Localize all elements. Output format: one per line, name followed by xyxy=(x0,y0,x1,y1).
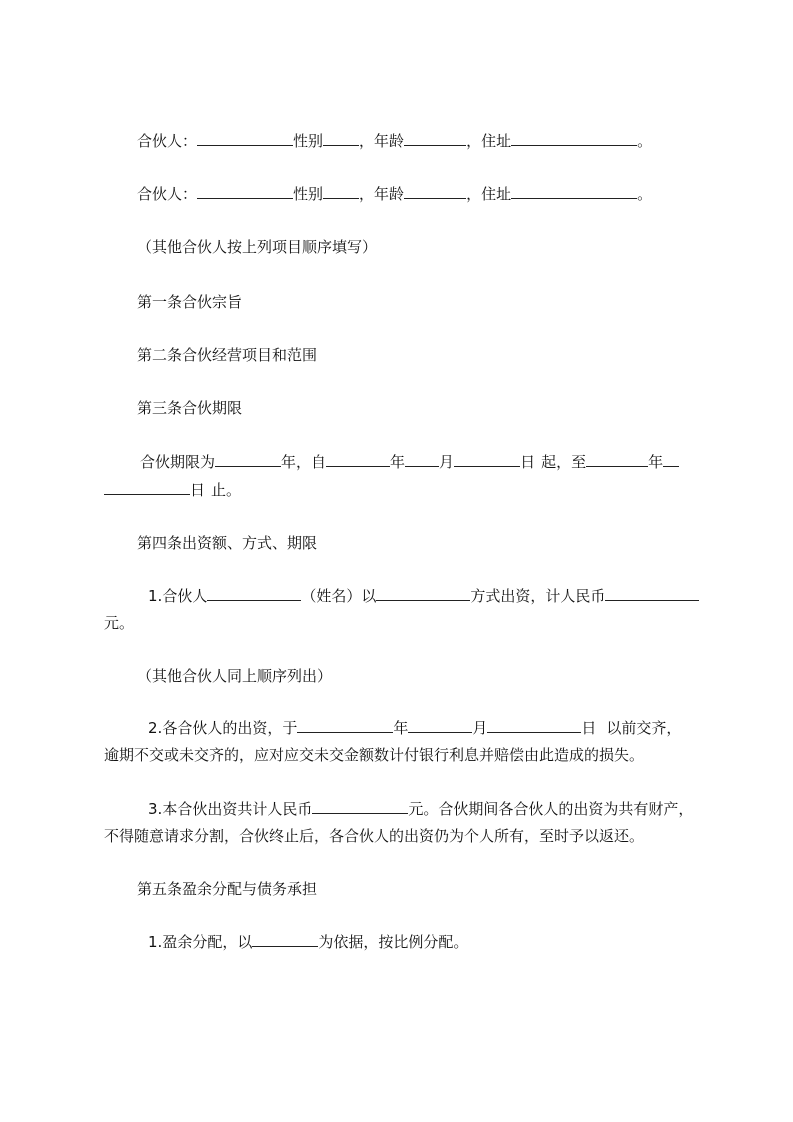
address-blank[interactable] xyxy=(511,131,637,146)
item-4-2-line-2: 逾期不交或未交齐的，应对应交未交金额数计付银行利息并赔偿由此造成的损失。 xyxy=(104,746,645,764)
item-text: （姓名）以 xyxy=(301,587,377,605)
age-label: 年龄 xyxy=(374,132,405,150)
term-years-blank[interactable] xyxy=(215,452,281,467)
address-blank[interactable] xyxy=(511,184,637,199)
deadline-day-blank[interactable] xyxy=(487,718,581,733)
term-text: 年 xyxy=(390,453,406,471)
item-text: 日 xyxy=(581,719,597,737)
term-text: 起，至 xyxy=(541,453,587,471)
comma: ， xyxy=(359,132,375,150)
item-number: 2. xyxy=(148,719,163,737)
article-2-heading: 第二条合伙经营项目和范围 xyxy=(137,346,318,364)
term-line-1 xyxy=(140,452,679,472)
comma: ， xyxy=(359,185,375,203)
item-text: 以前交齐， xyxy=(606,719,682,737)
item-text: 各合伙人的出资，于 xyxy=(162,719,298,737)
age-blank[interactable] xyxy=(404,131,466,146)
age-label: 年龄 xyxy=(374,185,405,203)
item-4-3-line-1 xyxy=(148,799,693,819)
article-1-heading: 第一条合伙宗旨 xyxy=(137,293,243,311)
end-year-blank[interactable] xyxy=(586,452,648,467)
partner-label: 合伙人： xyxy=(137,132,198,150)
item-number: 1. xyxy=(148,933,163,951)
item-4-1-line-1 xyxy=(148,586,699,606)
item-text: 本合伙出资共计人民币 xyxy=(162,800,313,818)
gender-label: 性别 xyxy=(293,185,324,203)
item-text: 合伙人 xyxy=(162,587,208,605)
deadline-month-blank[interactable] xyxy=(408,718,472,733)
term-text: 日 xyxy=(190,481,206,499)
start-day-blank[interactable] xyxy=(454,452,520,467)
item-4-2-line-1 xyxy=(148,718,681,738)
item-number: 1. xyxy=(148,587,163,605)
comma: ， xyxy=(466,132,482,150)
article-5-heading: 第五条盈余分配与债务承担 xyxy=(137,880,318,898)
item-5-1 xyxy=(148,932,468,952)
term-text: 日 xyxy=(520,453,536,471)
partner-label: 合伙人： xyxy=(137,185,198,203)
deadline-year-blank[interactable] xyxy=(297,718,393,733)
start-year-blank[interactable] xyxy=(326,452,390,467)
name-blank[interactable] xyxy=(197,131,293,146)
address-label: 住址 xyxy=(481,132,512,150)
partner-line-1 xyxy=(137,131,652,151)
end-blank-cont[interactable] xyxy=(663,452,679,467)
item-text: 盈余分配，以 xyxy=(162,933,253,951)
item-text: 为依据，按比例分配。 xyxy=(318,933,469,951)
note-other-partners-2: （其他合伙人同上顺序列出） xyxy=(137,667,333,685)
term-text: 止。 xyxy=(211,481,242,499)
total-amount-blank[interactable] xyxy=(312,799,408,814)
item-4-3-line-2: 不得随意请求分割，合伙终止后，各合伙人的出资仍为个人所有，至时予以返还。 xyxy=(104,827,645,845)
term-text: 年，自 xyxy=(281,453,327,471)
gender-blank[interactable] xyxy=(323,131,359,146)
comma: ， xyxy=(466,185,482,203)
partner-line-2 xyxy=(137,184,652,204)
amount-blank[interactable] xyxy=(605,586,699,601)
gender-blank[interactable] xyxy=(323,184,359,199)
item-number: 3. xyxy=(148,800,163,818)
term-text: 月 xyxy=(439,453,455,471)
note-other-partners: （其他合伙人按上列项目顺序填写） xyxy=(137,238,378,256)
period: 。 xyxy=(637,132,653,150)
term-line-2 xyxy=(104,480,241,500)
term-prefix: 合伙期限为 xyxy=(140,453,216,471)
end-day-blank[interactable] xyxy=(104,480,190,495)
gender-label: 性别 xyxy=(293,132,324,150)
article-3-heading: 第三条合伙期限 xyxy=(137,399,243,417)
item-text: 月 xyxy=(472,719,488,737)
item-4-1-line-2: 元。 xyxy=(104,614,135,632)
contribution-method-blank[interactable] xyxy=(376,586,470,601)
term-text: 年 xyxy=(648,453,664,471)
item-text: 年 xyxy=(393,719,409,737)
period: 。 xyxy=(637,185,653,203)
name-blank[interactable] xyxy=(197,184,293,199)
article-4-heading: 第四条出资额、方式、期限 xyxy=(137,534,318,552)
item-text: 元。合伙期间各合伙人的出资为共有财产， xyxy=(408,800,694,818)
age-blank[interactable] xyxy=(404,184,466,199)
address-label: 住址 xyxy=(481,185,512,203)
item-text: 方式出资，计人民币 xyxy=(470,587,606,605)
partner-name-blank[interactable] xyxy=(207,586,301,601)
distribution-basis-blank[interactable] xyxy=(252,932,318,947)
start-month-blank[interactable] xyxy=(405,452,439,467)
